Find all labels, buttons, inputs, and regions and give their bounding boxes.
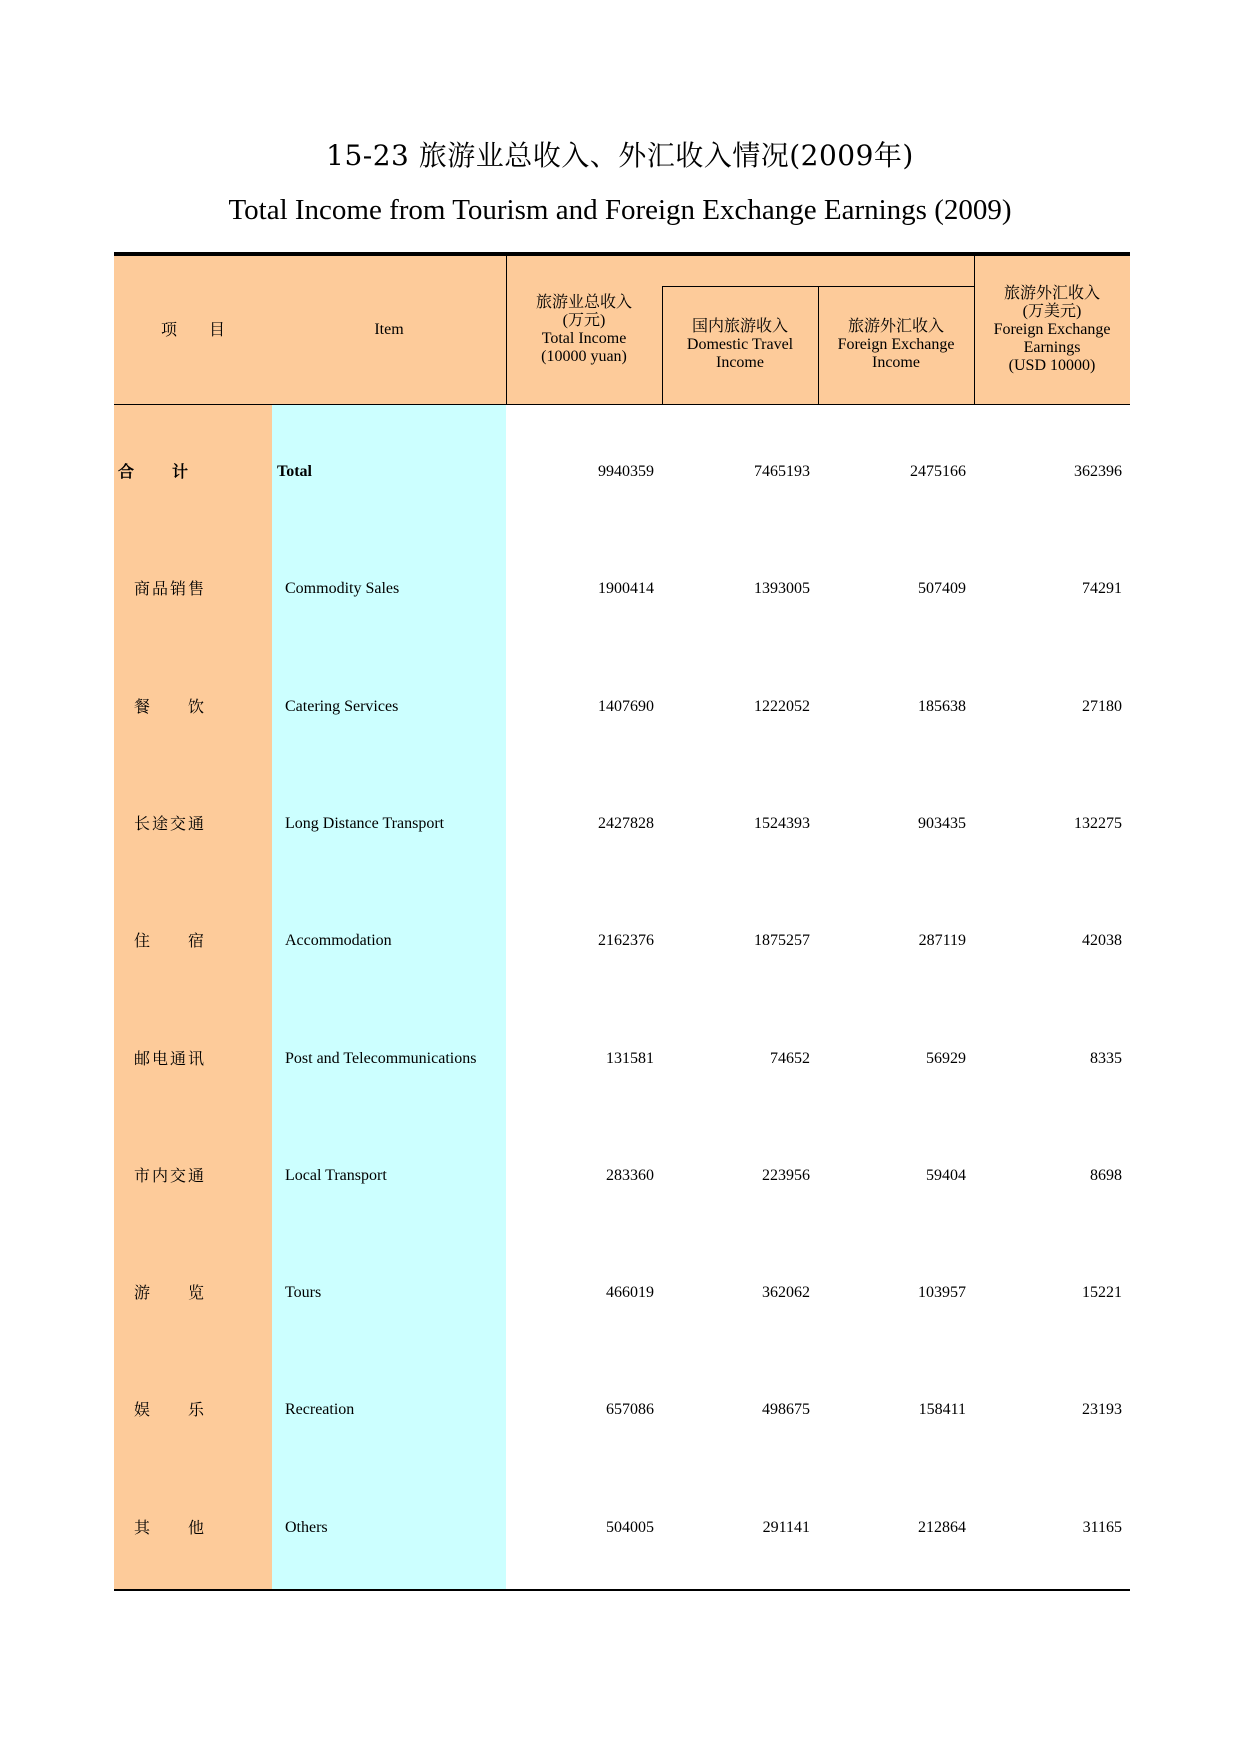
row-fx-usd: 27180 bbox=[1082, 698, 1122, 715]
header-item-cn: 项 目 bbox=[160, 320, 225, 339]
row-domestic-income: 7465193 bbox=[754, 463, 810, 480]
row-item-cn: 其他 bbox=[134, 1518, 204, 1537]
table-row bbox=[114, 1515, 1130, 1541]
row-item-cn: 住宿 bbox=[134, 931, 204, 950]
row-item-en: Commodity Sales bbox=[285, 580, 400, 597]
row-domestic-income: 498675 bbox=[762, 1401, 810, 1418]
table-row-total bbox=[114, 459, 1130, 485]
page-title-english: Total Income from Tourism and Foreign Exchange Earnings (2009) bbox=[228, 194, 1012, 226]
row-domestic-income: 1524393 bbox=[754, 815, 810, 832]
row-fx-usd: 31165 bbox=[1082, 1519, 1122, 1536]
row-total-income: 1407690 bbox=[598, 698, 654, 715]
table-row bbox=[114, 1397, 1130, 1423]
row-fx-income: 185638 bbox=[918, 698, 966, 715]
row-domestic-income: 1222052 bbox=[754, 698, 810, 715]
table-row bbox=[114, 1163, 1130, 1189]
row-total-income: 2427828 bbox=[598, 815, 654, 832]
row-fx-income: 903435 bbox=[918, 815, 966, 832]
row-total-income: 504005 bbox=[606, 1519, 654, 1536]
row-domestic-income: 223956 bbox=[762, 1167, 810, 1184]
row-item-en: Others bbox=[285, 1519, 328, 1536]
table-row bbox=[114, 576, 1130, 602]
table-bottom-rule bbox=[114, 1589, 1130, 1591]
row-fx-income: 158411 bbox=[918, 1401, 966, 1418]
table-row bbox=[114, 1280, 1130, 1306]
header-foreign-exchange-usd: 旅游外汇收入 (万美元) Foreign Exchange Earnings (USD 10000) bbox=[993, 285, 1111, 374]
table-row bbox=[114, 1046, 1130, 1072]
header-bottom-rule bbox=[114, 404, 1130, 405]
row-fx-usd: 132275 bbox=[1074, 815, 1122, 832]
row-domestic-income: 362062 bbox=[762, 1284, 810, 1301]
row-fx-income: 2475166 bbox=[910, 463, 966, 480]
row-total-income: 283360 bbox=[606, 1167, 654, 1184]
row-fx-income: 59404 bbox=[926, 1167, 966, 1184]
header-foreign-exchange-income: 旅游外汇收入 Foreign Exchange Income bbox=[837, 318, 955, 371]
row-total-income: 131581 bbox=[606, 1050, 654, 1067]
row-total-income: 2162376 bbox=[598, 932, 654, 949]
row-fx-income: 56929 bbox=[926, 1050, 966, 1067]
table-row bbox=[114, 928, 1130, 954]
row-item-en: Local Transport bbox=[285, 1167, 387, 1184]
row-domestic-income: 291141 bbox=[762, 1519, 810, 1536]
row-total-income: 1900414 bbox=[598, 580, 654, 597]
row-item-cn: 邮电通讯 bbox=[134, 1049, 204, 1068]
row-total-income: 9940359 bbox=[598, 463, 654, 480]
row-item-cn: 游览 bbox=[134, 1283, 204, 1302]
row-domestic-income: 1875257 bbox=[754, 932, 810, 949]
row-item-en: Tours bbox=[285, 1284, 322, 1301]
row-domestic-income: 74652 bbox=[770, 1050, 810, 1067]
row-domestic-income: 1393005 bbox=[754, 580, 810, 597]
table-row bbox=[114, 694, 1130, 720]
row-fx-usd: 8335 bbox=[1090, 1050, 1122, 1067]
page-title-chinese: 15-23 旅游业总收入、外汇收入情况(2009年) bbox=[326, 139, 914, 172]
row-fx-usd: 8698 bbox=[1090, 1167, 1122, 1184]
row-item-en: Long Distance Transport bbox=[285, 815, 445, 832]
row-fx-income: 287119 bbox=[918, 932, 966, 949]
tourism-income-table bbox=[114, 252, 1130, 1592]
row-item-en: Recreation bbox=[285, 1401, 355, 1418]
row-item-cn: 商品销售 bbox=[134, 579, 204, 598]
row-fx-usd: 42038 bbox=[1082, 932, 1122, 949]
row-item-en: Accommodation bbox=[285, 932, 392, 949]
row-item-cn: 餐饮 bbox=[134, 697, 204, 716]
row-item-cn: 合计 bbox=[118, 462, 188, 481]
row-total-income: 466019 bbox=[606, 1284, 654, 1301]
row-item-en: Total bbox=[277, 463, 312, 480]
row-item-cn: 市内交通 bbox=[134, 1166, 204, 1185]
table-row bbox=[114, 811, 1130, 837]
row-fx-usd: 15221 bbox=[1082, 1284, 1122, 1301]
row-fx-usd: 74291 bbox=[1082, 580, 1122, 597]
row-item-cn: 娱乐 bbox=[134, 1400, 204, 1419]
row-fx-usd: 362396 bbox=[1074, 463, 1122, 480]
row-fx-income: 103957 bbox=[918, 1284, 966, 1301]
row-fx-income: 212864 bbox=[918, 1519, 966, 1536]
row-item-cn: 长途交通 bbox=[134, 814, 204, 833]
header-item-en: Item bbox=[374, 321, 404, 338]
row-item-en: Catering Services bbox=[285, 698, 399, 715]
row-fx-income: 507409 bbox=[918, 580, 966, 597]
header-total-income: 旅游业总收入 (万元) Total Income (10000 yuan) bbox=[535, 294, 632, 365]
row-total-income: 657086 bbox=[606, 1401, 654, 1418]
row-fx-usd: 23193 bbox=[1082, 1401, 1122, 1418]
header-domestic-income: 国内旅游收入 Domestic Travel Income bbox=[686, 318, 794, 371]
row-item-en: Post and Telecommunications bbox=[285, 1050, 477, 1067]
